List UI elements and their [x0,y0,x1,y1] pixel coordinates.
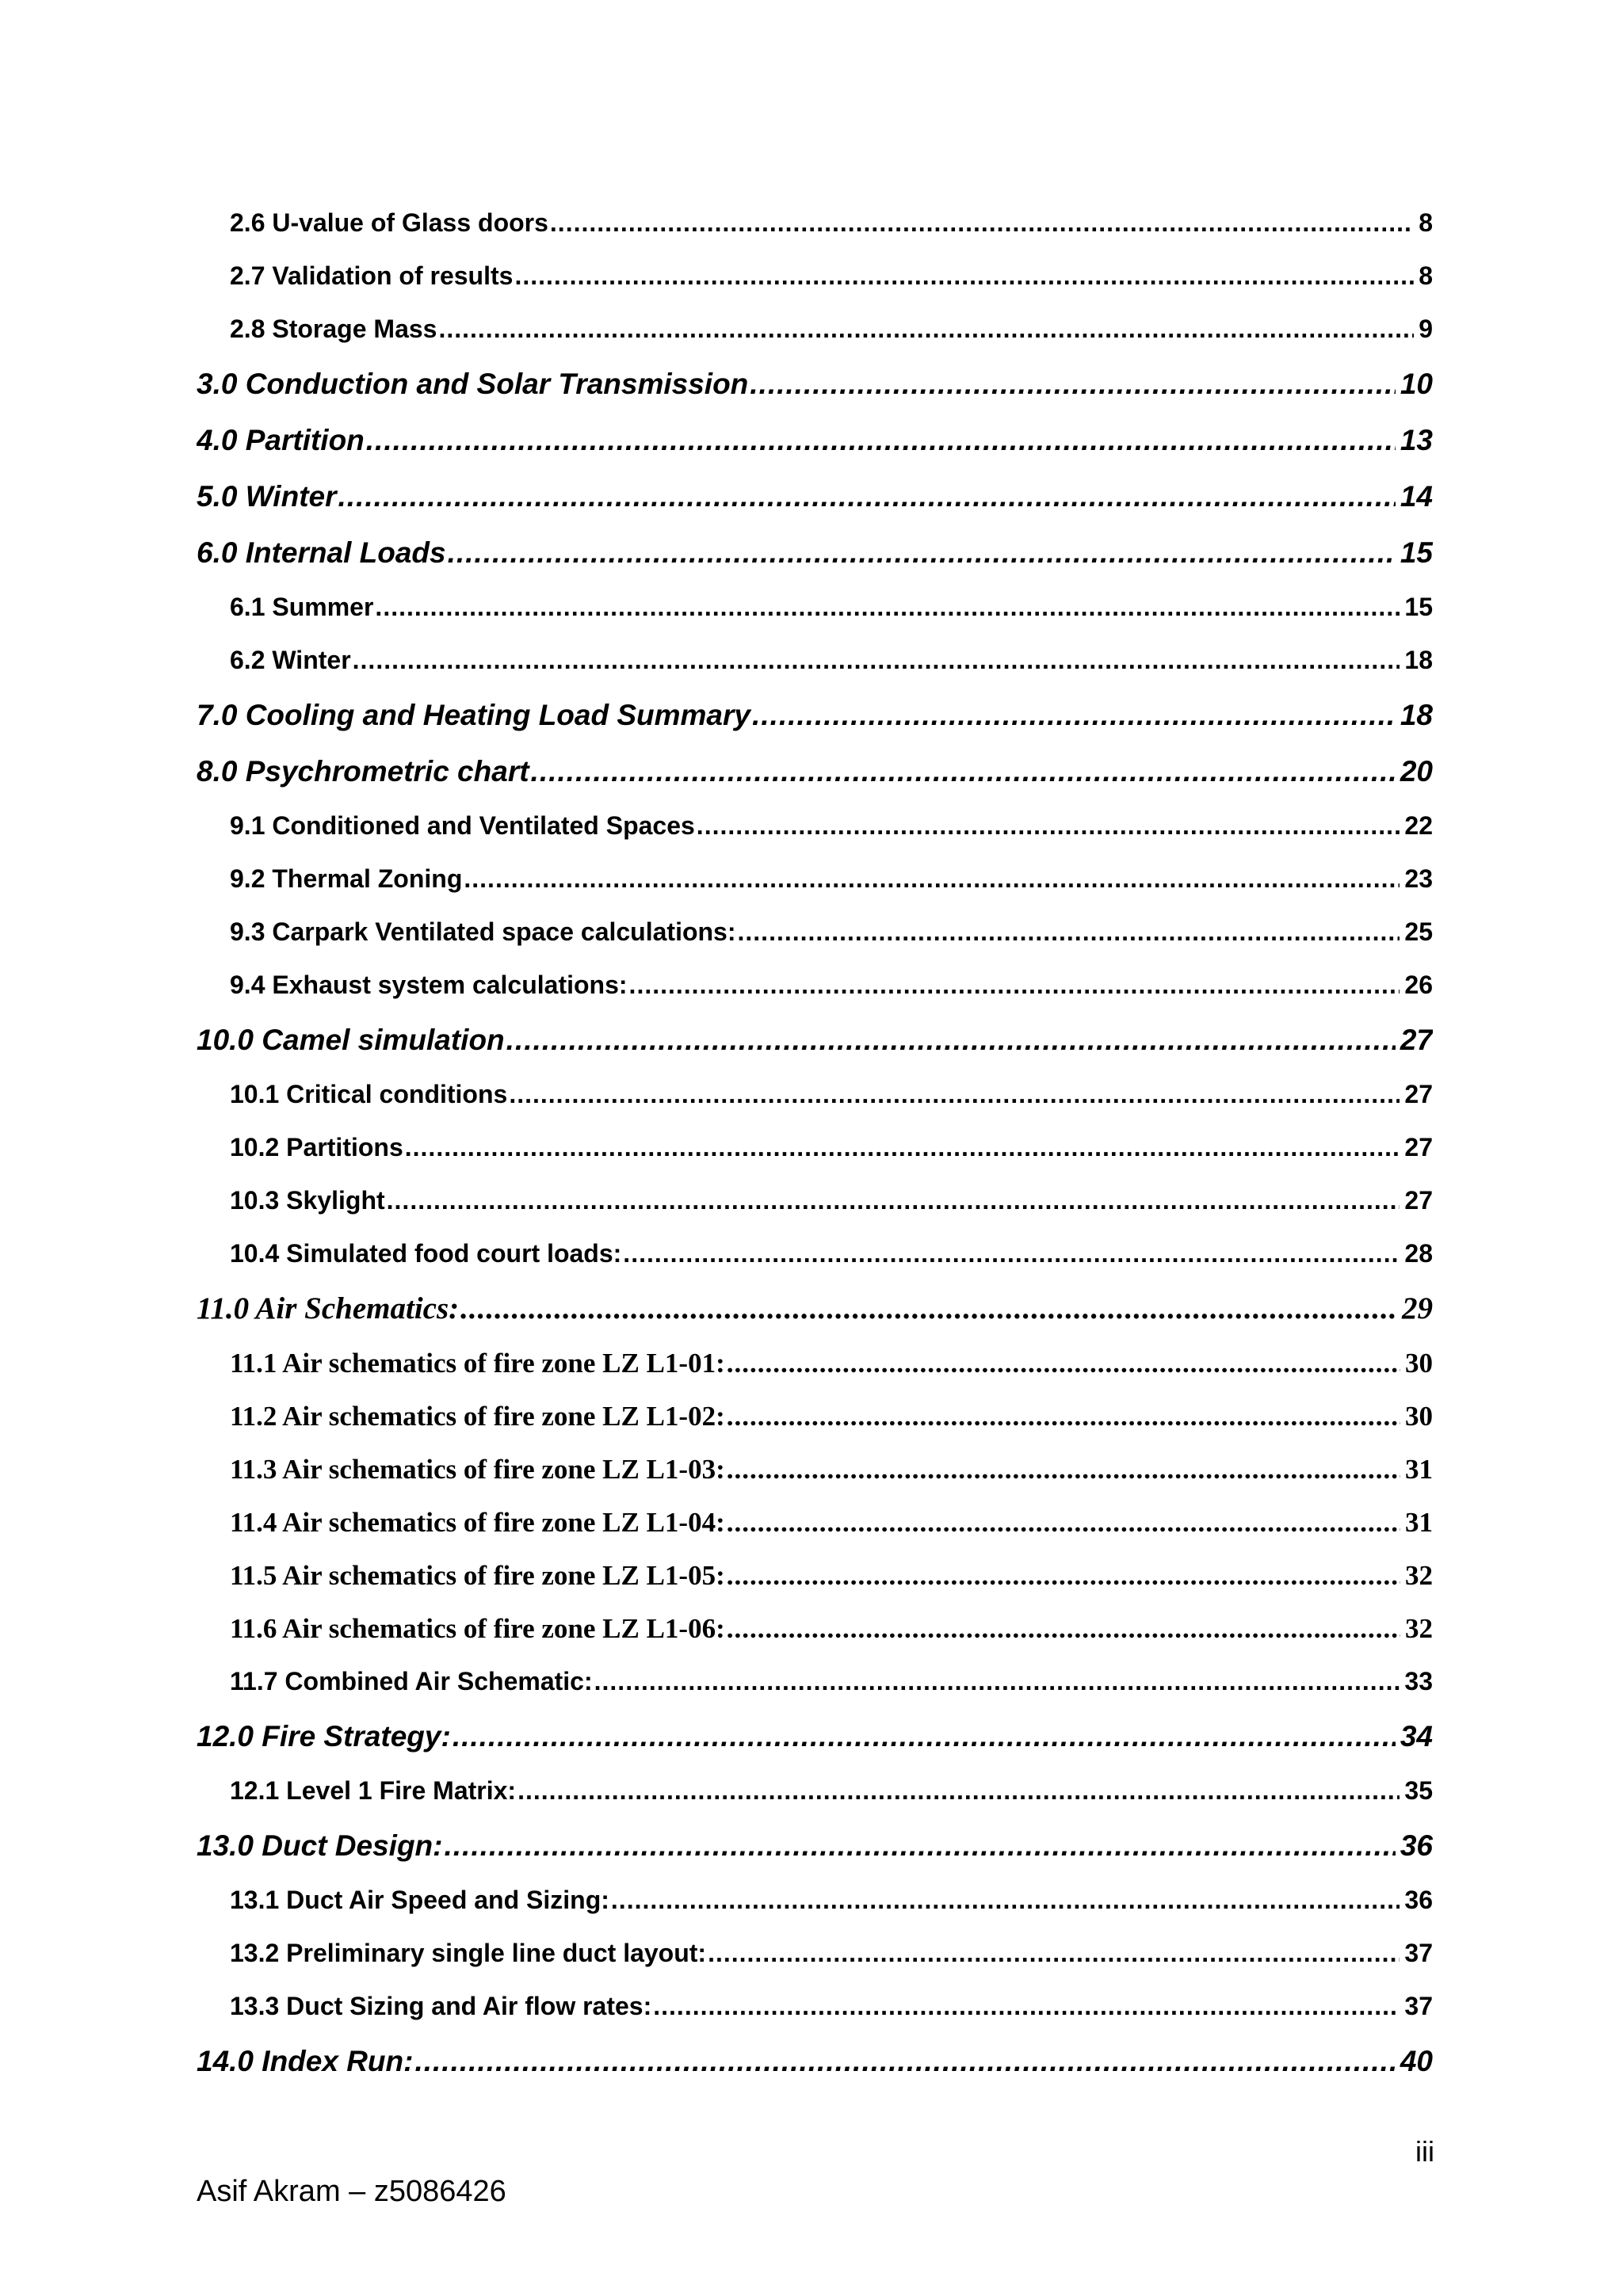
toc-dot-leader [375,581,1400,634]
toc-entry-page-number: 15 [1400,536,1433,569]
toc-dot-leader [708,1927,1400,1980]
toc-dot-leader [653,1980,1400,2033]
toc-subheading-entry[interactable] [197,581,1433,634]
toc-heading-entry[interactable] [197,468,1433,524]
toc-entry-title: 11.4 Air schematics of fire zone LZ L1-04: [230,1507,725,1538]
toc-entry-title: 9.4 Exhaust system calculations: [230,971,628,999]
toc-entry-title: 10.1 Critical conditions [230,1080,508,1108]
toc-entry-title: 6.2 Winter [230,646,351,674]
toc-subheading-entry[interactable] [197,250,1433,303]
toc-entry-page-number: 30 [1405,1401,1433,1432]
toc-entry-title: 5.0 Winter [197,480,337,513]
toc-dot-leader [752,687,1396,743]
footer-author: Asif Akram – z5086426 [197,2175,506,2208]
toc-subheading-entry[interactable] [197,959,1433,1012]
page-number: iii [1415,2135,1434,2168]
toc-entry-page-number: 31 [1405,1507,1433,1538]
toc-dot-leader [727,1337,1400,1390]
toc-heading-entry[interactable] [197,524,1433,581]
toc-subheading-entry[interactable] [197,1764,1433,1817]
toc-entry-title: 6.0 Internal Loads [197,536,446,569]
toc-heading-entry[interactable] [197,1280,1433,1337]
toc-dot-leader [594,1655,1400,1708]
toc-entry-title: 10.2 Partitions [230,1133,403,1161]
toc-entry-title: 9.1 Conditioned and Ventilated Spaces [230,811,695,840]
toc-dot-leader [517,1764,1400,1817]
toc-heading-entry[interactable] [197,1012,1433,1068]
toc-entry-title: 12.0 Fire Strategy: [197,1720,451,1753]
toc-dot-leader [727,1549,1400,1602]
toc-entry-title: 11.0 Air Schematics: [197,1291,460,1325]
toc-entry-page-number: 23 [1404,864,1433,893]
toc-entry-title: 3.0 Conduction and Solar Transmission [197,368,749,400]
toc-entry-title: 12.1 Level 1 Fire Matrix: [230,1776,517,1805]
toc-entry-title: 9.3 Carpark Ventilated space calculations: [230,917,736,946]
toc-entry-page-number: 8 [1419,208,1433,237]
toc-dot-leader [727,1602,1400,1655]
toc-dot-leader [727,1443,1400,1496]
toc-dot-leader [448,524,1396,581]
toc-subheading-entry[interactable] [197,1655,1433,1708]
toc-entry-page-number: 28 [1404,1239,1433,1268]
toc-subheading-entry[interactable] [197,1227,1433,1280]
toc-entry-title: 13.3 Duct Sizing and Air flow rates: [230,1992,652,2020]
toc-subheading-entry[interactable] [197,1390,1433,1443]
toc-subheading-entry[interactable] [197,1121,1433,1174]
toc-entry-title: 11.2 Air schematics of fire zone LZ L1-02: [230,1401,725,1432]
toc-subheading-entry[interactable] [197,1874,1433,1927]
toc-entry-title: 2.6 U-value of Glass doors [230,208,548,237]
toc-entry-page-number: 27 [1400,1024,1433,1056]
toc-entry-title: 2.7 Validation of results [230,261,514,290]
toc-entry-title: 2.8 Storage Mass [230,315,437,343]
toc-subheading-entry[interactable] [197,634,1433,687]
toc-heading-entry[interactable] [197,687,1433,743]
toc-entry-page-number: 36 [1400,1829,1433,1862]
toc-dot-leader [697,799,1400,852]
toc-dot-leader [727,1390,1400,1443]
toc-dot-leader [611,1874,1400,1927]
toc-subheading-entry[interactable] [197,1337,1433,1390]
toc-entry-page-number: 34 [1400,1720,1433,1753]
toc-heading-entry[interactable] [197,1817,1433,1874]
toc-dot-leader [738,906,1400,959]
toc-entry-title: 14.0 Index Run: [197,2045,414,2077]
toc-entry-page-number: 15 [1404,593,1433,621]
toc-dot-leader [387,1174,1400,1227]
toc-dot-leader [506,1012,1396,1068]
toc-heading-entry[interactable] [197,356,1433,412]
toc-dot-leader [444,1817,1395,1874]
toc-entry-page-number: 37 [1404,1939,1433,1967]
toc-entry-title: 8.0 Psychrometric chart [197,755,529,788]
toc-dot-leader [460,1280,1397,1337]
toc-entry-page-number: 26 [1404,971,1433,999]
toc-heading-entry[interactable] [197,743,1433,799]
toc-entry-page-number: 33 [1404,1667,1433,1695]
toc-entry-title: 10.4 Simulated food court loads: [230,1239,622,1268]
toc-entry-page-number: 36 [1404,1886,1433,1914]
toc-entry-page-number: 32 [1405,1560,1433,1591]
toc-entry-title: 13.2 Preliminary single line duct layout: [230,1939,707,1967]
toc-entry-page-number: 25 [1404,917,1433,946]
toc-subheading-entry[interactable] [197,1068,1433,1121]
toc-entry-page-number: 30 [1405,1348,1433,1379]
toc-dot-leader [405,1121,1400,1174]
toc-entry-page-number: 14 [1400,480,1433,513]
toc-entry-page-number: 10 [1400,368,1433,400]
toc-dot-leader [338,468,1396,524]
toc-entry-title: 6.1 Summer [230,593,374,621]
toc-entry-page-number: 29 [1402,1291,1433,1325]
toc-dot-leader [727,1496,1400,1549]
toc-entry-page-number: 32 [1405,1613,1433,1644]
toc-dot-leader [453,1708,1396,1764]
toc-dot-leader [623,1227,1400,1280]
toc-subheading-entry[interactable] [197,1927,1433,1980]
toc-entry-page-number: 27 [1404,1080,1433,1108]
toc-subheading-entry[interactable] [197,852,1433,906]
toc-dot-leader [509,1068,1400,1121]
toc-entry-title: 10.0 Camel simulation [197,1024,505,1056]
toc-dot-leader [550,196,1414,250]
toc-entry-title: 11.5 Air schematics of fire zone LZ L1-05: [230,1560,725,1591]
toc-entry-page-number: 9 [1419,315,1433,343]
toc-dot-leader [750,356,1396,412]
toc-dot-leader [464,852,1400,906]
toc-subheading-entry[interactable] [197,1496,1433,1549]
toc-dot-leader [438,303,1414,356]
toc-heading-entry[interactable] [197,2033,1433,2089]
toc-entry-page-number: 18 [1400,699,1433,731]
toc-entry-title: 7.0 Cooling and Heating Load Summary [197,699,750,731]
toc-entry-page-number: 13 [1400,424,1433,456]
toc-entry-title: 10.3 Skylight [230,1186,385,1215]
toc-entry-title: 11.6 Air schematics of fire zone LZ L1-06: [230,1613,725,1644]
toc-entry-page-number: 35 [1404,1776,1433,1805]
toc-entry-page-number: 40 [1400,2045,1433,2077]
toc-entry-page-number: 27 [1404,1133,1433,1161]
toc-entry-page-number: 31 [1405,1454,1433,1485]
toc-subheading-entry[interactable] [197,1602,1433,1655]
toc-entry-page-number: 20 [1400,755,1433,788]
toc-subheading-entry[interactable] [197,1443,1433,1496]
toc-entry-page-number: 27 [1404,1186,1433,1215]
toc-entry-title: 13.1 Duct Air Speed and Sizing: [230,1886,609,1914]
toc-entry-page-number: 8 [1419,261,1433,290]
toc-heading-entry[interactable] [197,412,1433,468]
toc-dot-leader [531,743,1396,799]
toc-subheading-entry[interactable] [197,799,1433,852]
toc-subheading-entry[interactable] [197,1549,1433,1602]
toc-entry-title: 11.1 Air schematics of fire zone LZ L1-01: [230,1348,725,1379]
toc-subheading-entry[interactable] [197,196,1433,250]
toc-subheading-entry[interactable] [197,906,1433,959]
toc-heading-entry[interactable] [197,1708,1433,1764]
toc-subheading-entry[interactable] [197,1980,1433,2033]
toc-dot-leader [629,959,1400,1012]
toc-dot-leader [414,2033,1395,2089]
toc-entry-title: 13.0 Duct Design: [197,1829,443,1862]
toc-entry-page-number: 22 [1404,811,1433,840]
toc-entry-title: 9.2 Thermal Zoning [230,864,463,893]
toc-entry-page-number: 18 [1404,646,1433,674]
table-of-contents [197,196,1433,2089]
toc-entry-title: 11.3 Air schematics of fire zone LZ L1-03: [230,1454,725,1485]
toc-dot-leader [514,250,1414,303]
toc-subheading-entry[interactable] [197,303,1433,356]
toc-entry-page-number: 37 [1404,1992,1433,2020]
toc-entry-title: 4.0 Partition [197,424,365,456]
toc-dot-leader [353,634,1400,687]
toc-subheading-entry[interactable] [197,1174,1433,1227]
toc-dot-leader [366,412,1396,468]
toc-entry-title: 11.7 Combined Air Schematic: [230,1667,593,1695]
